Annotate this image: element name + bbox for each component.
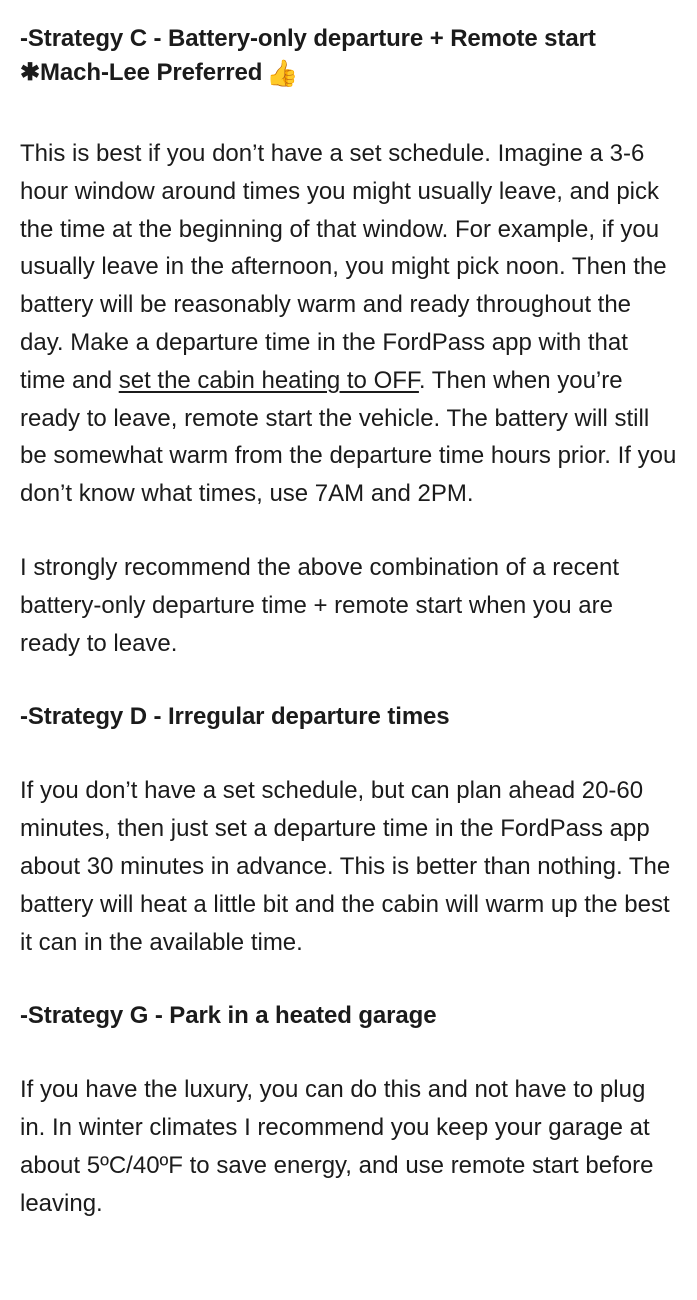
strategy-c-heading-line2: ✱Mach-Lee Preferred [20,59,263,86]
strategy-c-para1-text-before: This is best if you don’t have a set schedule. Imagine a 3-6 hour window around times you might usually leave, and pick the time at the beginning of that window. For example, if you usually leave in the afternoon, you might pick noon. Then the battery will be reasonably warm and ready throughout the day. Make a departure time in the FordPass app with that time and [20,140,667,394]
strategy-c-para1-text-after: . Then when you’re ready to leave, remote start the vehicle. The battery will still be somewhat warm from the departure time hours prior. If you don’t know what times, use 7AM and 2PM. [20,366,677,508]
strategy-d-paragraph: If you don’t have a set schedule, but can plan ahead 20-60 minutes, then just set a departure time in the FordPass app about 30 minutes in advance. This is better than nothing. The battery will heat a little bit and the cabin will warm up the best it can in the available time. [20,777,671,956]
strategy-c-paragraph-2: I strongly recommend the above combination of a recent battery-only departure time + remote start when you are ready to leave. [20,553,619,657]
strategy-g-section [20,999,677,1222]
strategy-c-section [20,22,677,662]
strategy-g-paragraph: If you have the luxury, you can do this and not have to plug in. In winter climates I recommend you keep your garage at about 5ºC/40ºF to save energy, and use remote start before leaving. [20,1076,654,1217]
thumbs-up-icon: 👍 [266,59,299,89]
cabin-heating-off-link[interactable]: set the cabin heating to OFF [118,366,419,394]
strategy-d-heading: -Strategy D - Irregular departure times [20,703,450,731]
strategy-c-heading-line1: -Strategy C - Battery-only departure + Remote start [20,25,596,52]
strategy-c-heading [20,22,677,91]
strategy-c-paragraph-1 [20,135,677,513]
strategy-d-section [20,700,677,961]
strategy-g-heading: -Strategy G - Park in a heated garage [20,1002,437,1030]
